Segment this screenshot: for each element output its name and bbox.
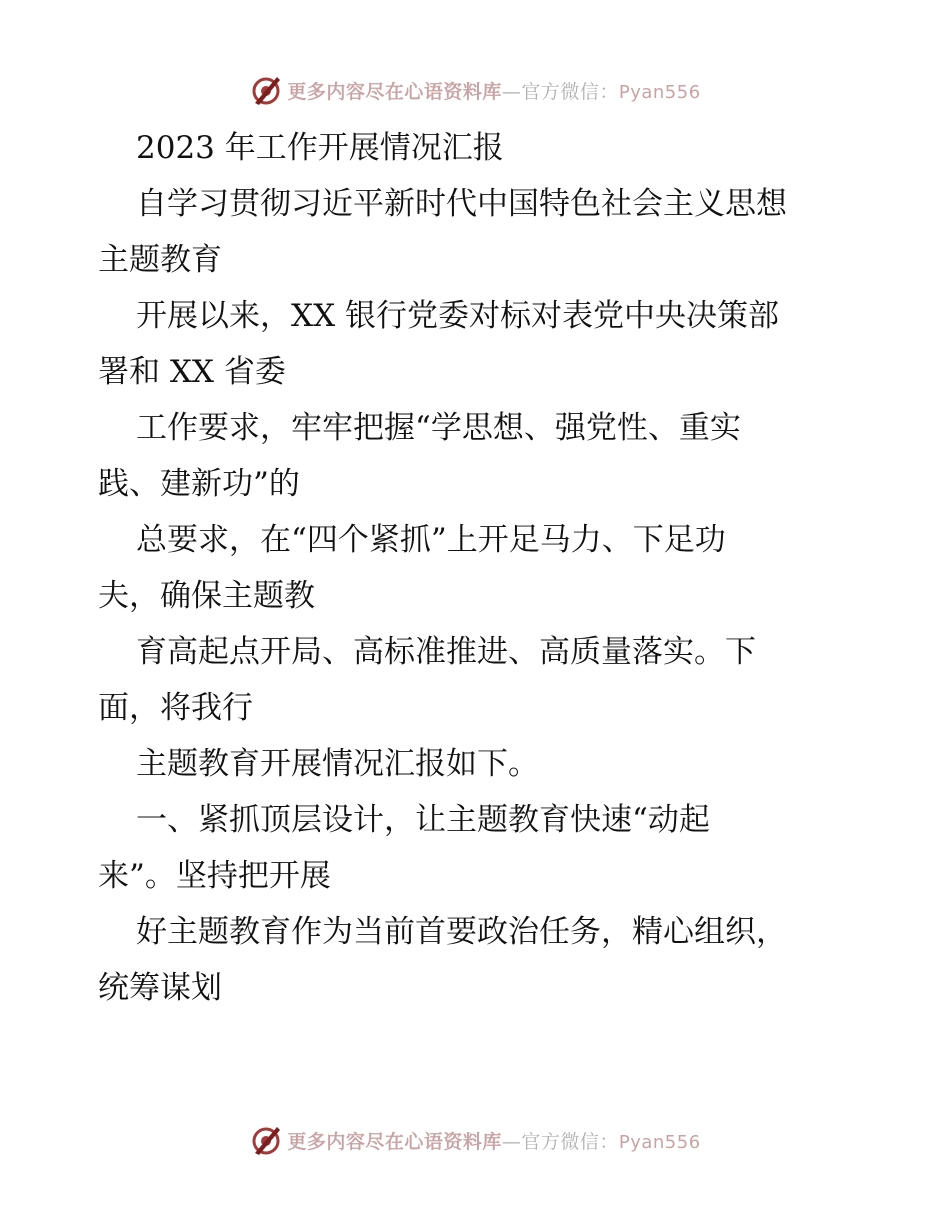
banner-separator: —: [501, 1130, 522, 1153]
document-body: [98, 120, 878, 1016]
doc-line: 好主题教育作为当前首要政治任务，精心组织，: [136, 914, 787, 950]
doc-line: 开展以来，XX 银行党委对标对表党中央决策部: [136, 298, 779, 334]
banner-main-text: 更多内容尽在心语资料库: [287, 80, 502, 103]
doc-line: 自学习贯彻习近平新时代中国特色社会主义思想: [136, 186, 787, 222]
banner-main-text: 更多内容尽在心语资料库: [287, 1130, 502, 1153]
doc-line: 工作要求，牢牢把握“学思想、强党性、重实: [136, 410, 741, 446]
banner-wechat-id: Pyan556: [618, 1131, 701, 1153]
footer-watermark: [0, 1120, 950, 1160]
doc-title: 2023 年工作开展情况汇报: [136, 130, 504, 166]
banner-wechat-id: Pyan556: [618, 81, 701, 103]
doc-line: 统筹谋划: [98, 970, 222, 1006]
banner-label: 官方微信：: [521, 80, 619, 103]
brush-logo-icon: [249, 73, 283, 107]
doc-line: 践、建新功”的: [98, 466, 300, 502]
doc-line: 一、紧抓顶层设计，让主题教育快速“动起: [136, 802, 710, 838]
doc-line: 育高起点开局、高标准推进、高质量落实。下: [136, 634, 756, 670]
brush-logo-icon: [249, 1123, 283, 1157]
doc-line: 主题教育开展情况汇报如下。: [136, 746, 539, 782]
doc-line: 来”。坚持把开展: [98, 858, 331, 894]
doc-line: 总要求，在“四个紧抓”上开足马力、下足功: [136, 522, 726, 558]
doc-line: 夫，确保主题教: [98, 578, 315, 614]
banner-label: 官方微信：: [521, 1130, 619, 1153]
doc-line: 主题教育: [98, 242, 222, 278]
doc-line: 署和 XX 省委: [98, 354, 286, 390]
header-watermark: [0, 70, 950, 110]
banner-separator: —: [501, 80, 522, 103]
doc-line: 面，将我行: [98, 690, 253, 726]
